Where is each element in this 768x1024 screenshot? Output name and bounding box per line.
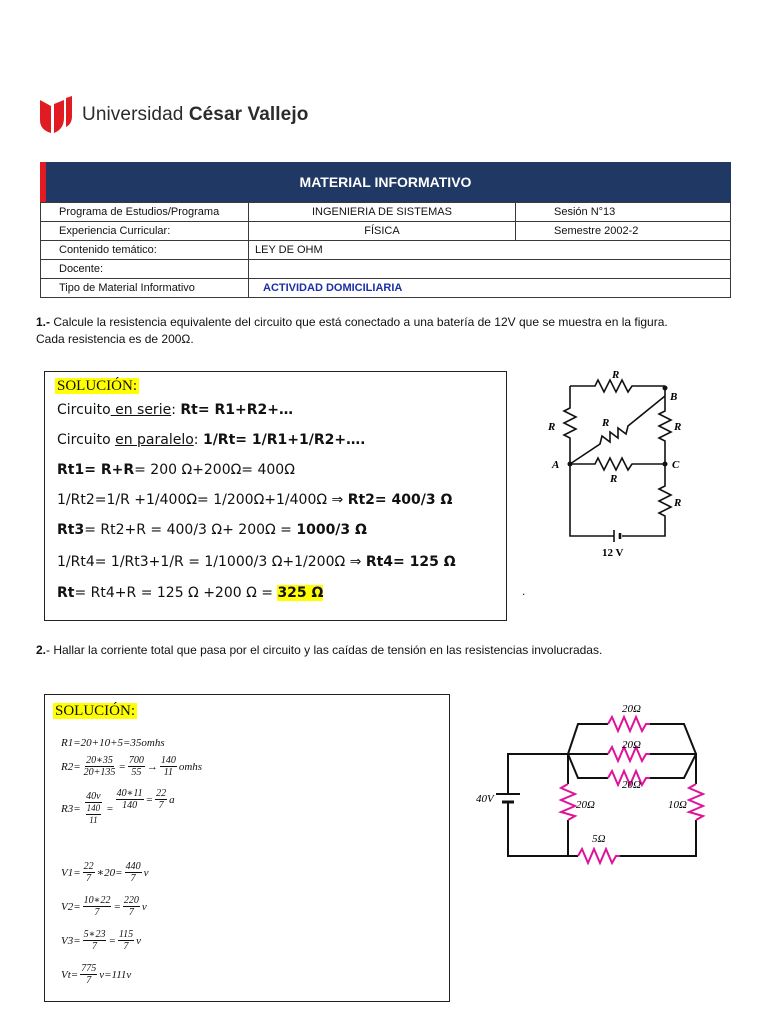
circuit-diagram-2: [472, 698, 712, 868]
equation-vt: Vt= $\frac{775}{7}$ v=111v: [61, 963, 132, 986]
row-value: [249, 260, 731, 279]
row-extra: Semestre 2002-2: [516, 222, 731, 241]
label-r-bottom: 5Ω: [592, 833, 606, 845]
solution-line: Rt= Rt4+R = 125 Ω +200 Ω = 325 Ω: [57, 585, 324, 601]
question-number: 1.-: [36, 315, 51, 329]
row-label: Experiencia Curricular:: [41, 222, 249, 241]
solution-box-1: [44, 371, 507, 621]
label-battery-2: 40V: [476, 793, 494, 805]
equation-r3: R3= $\frac{40v}{\frac{140}{11}}$ = $\frac{40∗11}{140}$ = $\frac{22}{7}$ a: [61, 788, 175, 825]
question-text-2: Cada resistencia es de 200Ω.: [36, 332, 194, 346]
ucv-logo-icon: [38, 96, 74, 134]
label-r-left: 20Ω: [576, 799, 595, 811]
stray-dot: .: [522, 584, 526, 598]
question-text: - Hallar la corriente total que pasa por el circuito y las caídas de tensión en las resistencias involucradas.: [46, 643, 603, 657]
row-value: ACTIVIDAD DOMICILIARIA: [249, 279, 731, 298]
label-battery-1: 12 V: [602, 547, 624, 559]
table-row: [41, 279, 731, 298]
question-text: Calcule la resistencia equivalente del circuito que está conectado a una batería de 12V que se muestra en la figura.: [50, 315, 668, 329]
node-a: [568, 462, 573, 467]
final-answer: 325 Ω: [277, 585, 324, 601]
row-label: Docente:: [41, 260, 249, 279]
label-r-bc: R: [674, 421, 682, 433]
info-header: [40, 162, 731, 202]
table-row: [41, 260, 731, 279]
label-r-ac: R: [610, 473, 618, 485]
solution-line: Circuito en serie: Rt= R1+R2+…: [57, 402, 293, 418]
logo-text-regular: Universidad: [82, 104, 189, 125]
node-c: [663, 462, 668, 467]
label-c: C: [672, 459, 680, 471]
row-value: INGENIERIA DE SISTEMAS: [249, 203, 516, 222]
label-b: B: [670, 391, 678, 403]
label-a: A: [552, 459, 560, 471]
meta-table: [40, 202, 731, 298]
label-r-top2: 20Ω: [622, 739, 641, 751]
label-r-top1: 20Ω: [622, 703, 641, 715]
label-r-top: R: [612, 369, 620, 381]
label-r-diag: R: [602, 417, 610, 429]
row-extra: Sesión N°13: [516, 203, 731, 222]
solution-line: Rt3= Rt2+R = 400/3 Ω+ 200Ω = 1000/3 Ω: [57, 522, 367, 538]
row-label: Contenido temático:: [41, 241, 249, 260]
header-accent-bar: [40, 162, 46, 202]
label-r-bottom: R: [674, 497, 682, 509]
label-r-left: R: [548, 421, 556, 433]
row-label: Programa de Estudios/Programa: [41, 203, 249, 222]
equation-r2: R2= $\frac{20∗35}{20+135}$ = $\frac{700}{55}$ → $\frac{140}{11}$ omhs: [61, 755, 203, 778]
circuit-diagram-1: [540, 366, 700, 566]
row-value: FÍSICA: [249, 222, 516, 241]
solution-title: SOLUCIÓN:: [57, 378, 138, 394]
node-b: [663, 386, 668, 391]
table-row: [41, 241, 731, 260]
label-r-right: 10Ω: [668, 799, 687, 811]
row-value: LEY DE OHM: [249, 241, 731, 260]
solution-title: SOLUCIÓN:: [55, 703, 136, 719]
question-1: [36, 314, 668, 348]
table-row: [41, 203, 731, 222]
logo-text-bold: César Vallejo: [188, 104, 309, 125]
solution-box-2: [44, 694, 450, 1002]
university-logo: [38, 96, 308, 134]
equation-v1: V1= $\frac{22}{7}$ ∗20= $\frac{440}{7}$ v: [61, 861, 149, 884]
label-r-top3: 20Ω: [622, 779, 641, 791]
solution-line: 1/Rt2=1/R +1/400Ω= 1/200Ω+1/400Ω ⇒ Rt2= 400/3 Ω: [57, 492, 453, 508]
page-title: MATERIAL INFORMATIVO: [299, 174, 472, 190]
question-2: [36, 642, 602, 659]
row-label: Tipo de Material Informativo: [41, 279, 249, 298]
info-table: [40, 162, 731, 298]
table-row: [41, 222, 731, 241]
logo-text: [82, 104, 308, 126]
solution-line: Rt1= R+R= 200 Ω+200Ω= 400Ω: [57, 462, 295, 478]
solution-line: Circuito en paralelo: 1/Rt= 1/R1+1/R2+….: [57, 432, 366, 448]
equation-r1: R1=20+10+5=35omhs: [61, 737, 165, 749]
equation-v3: V3= $\frac{5∗23}{7}$ = $\frac{115}{7}$ v: [61, 929, 142, 952]
equation-v2: V2= $\frac{10∗22}{7}$ = $\frac{220}{7}$ v: [61, 895, 147, 918]
solution-line: 1/Rt4= 1/Rt3+1/R = 1/1000/3 Ω+1/200Ω ⇒ Rt4= 125 Ω: [57, 554, 456, 570]
question-number: 2.: [36, 643, 47, 657]
